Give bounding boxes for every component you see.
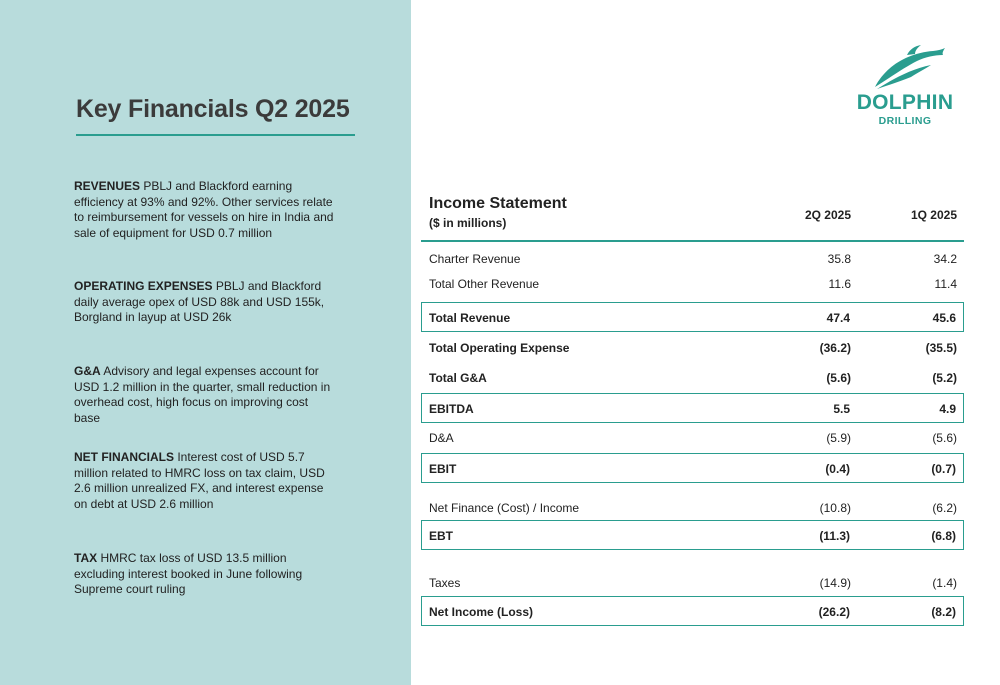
row-label: Net Finance (Cost) / Income <box>429 501 580 515</box>
dolphin-drilling-logo <box>855 45 965 130</box>
note-revenues <box>74 179 336 241</box>
value-1q2025: 45.6 <box>932 311 956 325</box>
value-1q2025: (6.8) <box>931 529 956 543</box>
table-row <box>421 453 964 483</box>
value-1q2025: (1.4) <box>932 576 957 590</box>
value-2q2025: (14.9) <box>819 576 851 590</box>
row-label: Charter Revenue <box>429 252 521 266</box>
logo-subtitle: DRILLING <box>878 115 932 127</box>
note-heading: G&A <box>74 364 101 378</box>
table-row <box>421 333 964 363</box>
table-row <box>421 269 964 299</box>
value-1q2025: (5.2) <box>932 371 957 385</box>
title-underline <box>76 134 355 136</box>
table-unit: ($ in millions) <box>429 216 507 230</box>
table-header <box>421 190 964 242</box>
table-row <box>421 568 964 598</box>
note-text: Interest cost of USD 5.7 million related to HMRC loss on tax claim, USD 2.6 million unrealized FX, and interest expense on debt at USD 2.6 million <box>74 450 325 511</box>
table-row <box>421 520 964 550</box>
table-row <box>421 423 964 453</box>
column-header-1q2025: 1Q 2025 <box>910 208 957 222</box>
note-tax <box>74 551 336 598</box>
table-row <box>421 363 964 393</box>
note-heading: REVENUES <box>74 179 141 193</box>
row-label: EBITDA <box>429 402 474 416</box>
note-heading: NET FINANCIALS <box>74 450 174 464</box>
value-2q2025: (5.9) <box>826 431 851 445</box>
table-row <box>421 393 964 423</box>
table-row <box>421 596 964 626</box>
logo-wordmark: DOLPHIN <box>856 91 954 114</box>
value-1q2025: (5.6) <box>932 431 957 445</box>
value-1q2025: (35.5) <box>925 341 957 355</box>
value-1q2025: 4.9 <box>939 402 956 416</box>
value-2q2025: (10.8) <box>819 501 851 515</box>
value-2q2025: 5.5 <box>833 402 850 416</box>
table-row <box>421 302 964 332</box>
row-label: Taxes <box>429 576 461 590</box>
note-heading: OPERATING EXPENSES <box>74 279 213 293</box>
note-ga <box>74 364 336 426</box>
value-1q2025: 34.2 <box>933 252 957 266</box>
value-2q2025: 11.6 <box>828 277 851 291</box>
page-title: Key Financials Q2 2025 <box>76 95 350 123</box>
value-2q2025: (0.4) <box>825 462 850 476</box>
table-title: Income Statement <box>429 195 567 212</box>
note-text: HMRC tax loss of USD 13.5 million excluding interest booked in June following Supreme court ruling <box>74 551 303 596</box>
value-2q2025: (11.3) <box>819 529 850 543</box>
row-label: Total G&A <box>429 371 487 385</box>
row-label: EBT <box>429 529 453 543</box>
value-1q2025: 11.4 <box>934 277 957 291</box>
note-text: PBLJ and Blackford daily average opex of USD 88k and USD 155k, Borgland in layup at USD 26k <box>74 279 325 324</box>
row-label: Total Other Revenue <box>429 277 540 291</box>
row-label: Total Operating Expense <box>429 341 570 355</box>
value-2q2025: (36.2) <box>819 341 851 355</box>
value-2q2025: (5.6) <box>826 371 851 385</box>
value-1q2025: (8.2) <box>931 605 956 619</box>
note-text: Advisory and legal expenses account for USD 1.2 million in the quarter, small reduction in overhead cost, high focus on improving cost base <box>74 364 331 425</box>
table-row <box>421 493 964 523</box>
row-label: D&A <box>429 431 454 445</box>
note-heading: TAX <box>74 551 98 565</box>
income-statement-table <box>421 190 964 619</box>
row-label: Total Revenue <box>429 311 511 325</box>
dolphin-icon <box>855 45 955 91</box>
value-2q2025: 35.8 <box>827 252 851 266</box>
value-2q2025: (26.2) <box>818 605 850 619</box>
value-2q2025: 47.4 <box>826 311 850 325</box>
note-net-financials <box>74 450 336 512</box>
row-label: EBIT <box>429 462 457 476</box>
column-header-2q2025: 2Q 2025 <box>804 208 851 222</box>
row-label: Net Income (Loss) <box>429 605 534 619</box>
note-text: PBLJ and Blackford earning efficiency at 93% and 92%. Other services relate to reimbursement for vessels on hire in India and sale of equipment for USD 0.7 million <box>74 179 334 240</box>
value-1q2025: (6.2) <box>932 501 957 515</box>
note-operating-expenses <box>74 279 336 326</box>
value-1q2025: (0.7) <box>931 462 956 476</box>
